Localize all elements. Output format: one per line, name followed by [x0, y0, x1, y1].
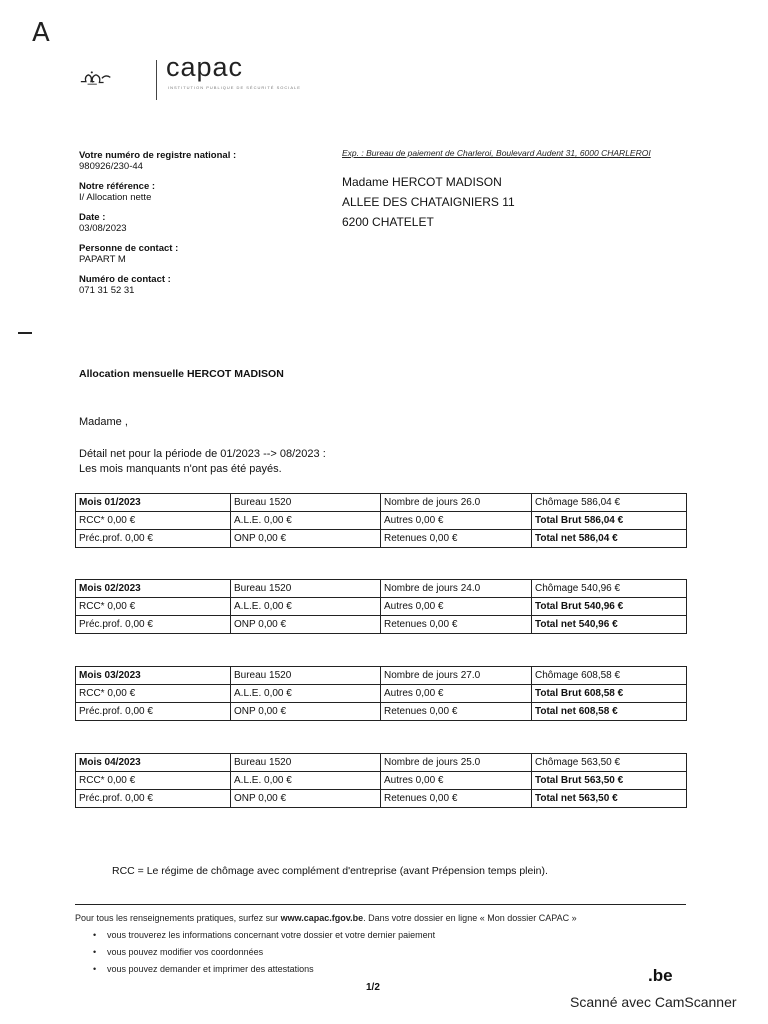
month-table-03	[75, 666, 687, 721]
days-cell: Nombre de jours 26.0	[381, 494, 532, 512]
footer-divider	[75, 904, 686, 905]
prec-prof-cell: Préc.prof. 0,00 €	[76, 530, 231, 548]
handwritten-corner-mark: A	[32, 18, 50, 48]
total-net-cell: Total net 563,50 €	[532, 790, 687, 808]
rcc-cell: RCC* 0,00 €	[76, 512, 231, 530]
month-cell: Mois 03/2023	[76, 667, 231, 685]
sender-line: Exp. : Bureau de paiement de Charleroi, Boulevard Audent 31, 6000 CHARLEROI	[342, 148, 651, 158]
margin-dash	[18, 332, 32, 334]
reference-value: I/ Allocation nette	[79, 192, 152, 203]
table-row	[76, 494, 687, 512]
total-net-cell: Total net 608,58 €	[532, 703, 687, 721]
month-cell: Mois 01/2023	[76, 494, 231, 512]
month-table-04	[75, 753, 687, 808]
list-item: • vous trouverez les informations concernant votre dossier et votre dernier paiement	[107, 927, 577, 944]
total-brut-cell: Total Brut 608,58 €	[532, 685, 687, 703]
letter-subject: Allocation mensuelle HERCOT MADISON	[79, 368, 284, 380]
registry-value: 980926/230-44	[79, 161, 143, 172]
phone-label: Numéro de contact :	[79, 274, 171, 285]
reference-block	[79, 150, 299, 305]
footer	[75, 910, 577, 978]
registry-label: Votre numéro de registre national :	[79, 150, 237, 161]
ale-cell: A.L.E. 0,00 €	[231, 512, 381, 530]
onp-cell: ONP 0,00 €	[231, 790, 381, 808]
period-detail	[79, 447, 326, 477]
total-net-cell: Total net 540,96 €	[532, 616, 687, 634]
recipient-city: 6200 CHATELET	[342, 215, 434, 229]
recipient-address	[342, 172, 515, 232]
phone-value: 071 31 52 31	[79, 285, 135, 296]
list-item: • vous pouvez demander et imprimer des attestations	[107, 961, 577, 978]
contact-label: Personne de contact :	[79, 243, 179, 254]
table-row	[76, 667, 687, 685]
table-row	[76, 598, 687, 616]
bureau-cell: Bureau 1520	[231, 754, 381, 772]
bureau-cell: Bureau 1520	[231, 494, 381, 512]
date-value: 03/08/2023	[79, 223, 127, 234]
page-number: 1/2	[366, 982, 380, 993]
retenues-cell: Retenues 0,00 €	[381, 616, 532, 634]
retenues-cell: Retenues 0,00 €	[381, 530, 532, 548]
contact-value: PAPART M	[79, 254, 126, 265]
chomage-cell: Chômage 586,04 €	[532, 494, 687, 512]
footer-intro-after: . Dans votre dossier en ligne « Mon dossier CAPAC »	[363, 913, 577, 923]
list-item: • vous pouvez modifier vos coordonnées	[107, 944, 577, 961]
autres-cell: Autres 0,00 €	[381, 598, 532, 616]
logo-wordmark: capac	[166, 52, 244, 82]
table-row	[76, 580, 687, 598]
ale-cell: A.L.E. 0,00 €	[231, 598, 381, 616]
retenues-cell: Retenues 0,00 €	[381, 703, 532, 721]
table-row	[76, 616, 687, 634]
recipient-street: ALLEE DES CHATAIGNIERS 11	[342, 195, 515, 209]
table-row	[76, 530, 687, 548]
days-cell: Nombre de jours 25.0	[381, 754, 532, 772]
recipient-name: Madame HERCOT MADISON	[342, 175, 502, 189]
days-cell: Nombre de jours 27.0	[381, 667, 532, 685]
bureau-cell: Bureau 1520	[231, 580, 381, 598]
table-row	[76, 754, 687, 772]
onp-cell: ONP 0,00 €	[231, 530, 381, 548]
prec-prof-cell: Préc.prof. 0,00 €	[76, 703, 231, 721]
prec-prof-cell: Préc.prof. 0,00 €	[76, 790, 231, 808]
table-row	[76, 772, 687, 790]
autres-cell: Autres 0,00 €	[381, 512, 532, 530]
chomage-cell: Chômage 540,96 €	[532, 580, 687, 598]
month-cell: Mois 02/2023	[76, 580, 231, 598]
footer-bullets	[75, 927, 577, 978]
prec-prof-cell: Préc.prof. 0,00 €	[76, 616, 231, 634]
date-label: Date :	[79, 212, 106, 223]
website-link[interactable]: www.capac.fgov.be	[280, 913, 364, 923]
bureau-cell: Bureau 1520	[231, 667, 381, 685]
salutation: Madame ,	[79, 416, 128, 428]
scanner-watermark: Scanné avec CamScanner	[570, 994, 737, 1010]
capac-logo-icon	[80, 52, 160, 102]
rcc-cell: RCC* 0,00 €	[76, 685, 231, 703]
period-detail-line2: Les mois manquants n'ont pas été payés.	[79, 463, 282, 475]
table-row	[76, 703, 687, 721]
onp-cell: ONP 0,00 €	[231, 703, 381, 721]
month-cell: Mois 04/2023	[76, 754, 231, 772]
period-detail-line1: Détail net pour la période de 01/2023 --> 08/2023 :	[79, 448, 326, 460]
be-logo: .be	[648, 966, 673, 985]
logo-subtitle: INSTITUTION PUBLIQUE DE SÉCURITÉ SOCIALE	[168, 85, 301, 90]
rcc-definition: RCC = Le régime de chômage avec complément d'entreprise (avant Prépension temps plein).	[112, 865, 548, 877]
table-row	[76, 790, 687, 808]
logo-separator	[156, 60, 157, 100]
days-cell: Nombre de jours 24.0	[381, 580, 532, 598]
total-brut-cell: Total Brut 586,04 €	[532, 512, 687, 530]
onp-cell: ONP 0,00 €	[231, 616, 381, 634]
total-brut-cell: Total Brut 540,96 €	[532, 598, 687, 616]
ale-cell: A.L.E. 0,00 €	[231, 685, 381, 703]
total-net-cell: Total net 586,04 €	[532, 530, 687, 548]
table-row	[76, 685, 687, 703]
total-brut-cell: Total Brut 563,50 €	[532, 772, 687, 790]
autres-cell: Autres 0,00 €	[381, 685, 532, 703]
autres-cell: Autres 0,00 €	[381, 772, 532, 790]
footer-intro	[75, 910, 577, 927]
table-row	[76, 512, 687, 530]
chomage-cell: Chômage 563,50 €	[532, 754, 687, 772]
reference-label: Notre référence :	[79, 181, 156, 192]
month-table-01	[75, 493, 687, 548]
retenues-cell: Retenues 0,00 €	[381, 790, 532, 808]
footer-intro-before: Pour tous les renseignements pratiques, surfez sur	[75, 913, 281, 923]
chomage-cell: Chômage 608,58 €	[532, 667, 687, 685]
ale-cell: A.L.E. 0,00 €	[231, 772, 381, 790]
rcc-cell: RCC* 0,00 €	[76, 772, 231, 790]
month-table-02	[75, 579, 687, 634]
rcc-cell: RCC* 0,00 €	[76, 598, 231, 616]
